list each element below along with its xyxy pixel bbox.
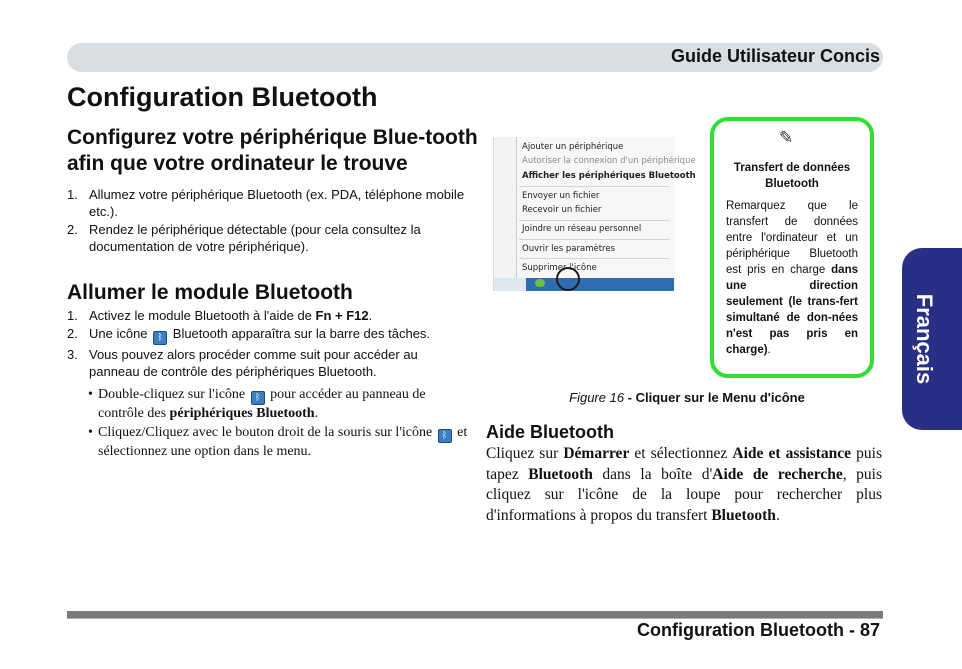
header-title: Guide Utilisateur Concis: [670, 46, 880, 66]
list-item: [88, 424, 468, 461]
bluetooth-icon: ᛒ: [251, 391, 265, 405]
aide-paragraph: [486, 444, 882, 526]
aide-text: , puis cliquez sur l'icône de la loupe pour rechercher plus d'informations à propos du transfert: [486, 465, 882, 524]
aide-text: .: [775, 506, 780, 524]
aide-emphasis: Démarrer: [563, 445, 630, 462]
aide-text: Cliquez sur: [486, 445, 564, 462]
aide-emphasis: Aide et assistance: [732, 445, 852, 462]
taskbar-tray: [494, 278, 526, 291]
section1-steps: [67, 186, 467, 256]
note-text: .: [767, 344, 771, 356]
step-number: 1.: [67, 187, 78, 202]
list-item: [88, 386, 468, 423]
note-title: Transfert de données Bluetooth: [733, 162, 851, 190]
step-text: Une icône: [89, 326, 152, 341]
section2-title: Allumer le module Bluetooth: [67, 281, 353, 304]
aide-text: dans la boîte d': [592, 465, 713, 483]
note-text: Remarquez que le transfert de données entre l'ordinateur et un périphérique Bluetooth est pris en charge: [726, 200, 858, 276]
step-number: 1.: [67, 308, 78, 323]
pencil-icon: ✎: [779, 128, 794, 148]
footer-rule: [67, 611, 883, 618]
page-title: Configuration Bluetooth: [67, 82, 378, 112]
list-item: [67, 346, 467, 380]
list-item: [67, 186, 467, 220]
list-item: [67, 325, 467, 345]
bluetooth-icon: ᛒ: [153, 331, 167, 345]
aide-text: et sélectionnez: [629, 445, 733, 462]
step-number: 3.: [67, 347, 78, 362]
bullet-text: .: [314, 406, 319, 421]
step-text: Vous pouvez alors procéder comme suit pour accéder au panneau de contrôle des périphériques Bluetooth.: [89, 347, 418, 379]
bullet: •: [88, 387, 93, 402]
bullet-emphasis: périphériques Bluetooth: [169, 406, 315, 421]
section1-title: Configurez votre périphérique Blue-tooth afin que votre ordinateur le trouve: [67, 126, 478, 175]
figure-number: Figure 16: [569, 390, 625, 405]
aide-text: puis tapez: [486, 445, 882, 483]
figure-caption-text: - Cliquer sur le Menu d'icône: [624, 390, 805, 405]
bluetooth-icon: ᛒ: [438, 429, 452, 443]
language-tab-label: [904, 262, 944, 416]
menu-item-join-network[interactable]: Joindre un réseau personnel: [522, 224, 642, 234]
note-body: [726, 198, 858, 358]
figure-screenshot: [493, 137, 696, 291]
step-text: Allumez votre périphérique Bluetooth (ex. PDA, téléphone mobile etc.).: [89, 187, 465, 219]
menu-item-show-devices[interactable]: Afficher les périphériques Bluetooth: [522, 171, 696, 181]
menu-separator: [519, 239, 669, 240]
figure-caption: [493, 390, 881, 405]
bullet-list: [88, 386, 468, 462]
context-menu: [516, 137, 696, 291]
step-text: Rendez le périphérique détectable (pour cela consultez la documentation de votre périphérique).: [89, 222, 421, 254]
footer-page-label: Configuration Bluetooth - 87: [637, 620, 880, 640]
aide-emphasis: Bluetooth: [528, 465, 593, 483]
tray-icon: [535, 279, 545, 287]
menu-item-allow-connection[interactable]: Autoriser la connexion d'un périphérique: [522, 156, 696, 166]
aide-emphasis: Bluetooth: [711, 506, 776, 524]
bullet-text: Cliquez/Cliquez avec le bouton droit de la souris sur l'icône: [98, 425, 436, 440]
bullet-text: Double-cliquez sur l'icône: [98, 387, 249, 402]
step-text: Activez le module Bluetooth à l'aide de: [89, 308, 316, 323]
menu-separator: [519, 220, 669, 221]
footer-rule-thin: [67, 618, 883, 619]
step-text: Bluetooth apparaîtra sur la barre des tâches.: [169, 326, 431, 341]
menu-item-send-file[interactable]: Envoyer un fichier: [522, 191, 600, 201]
menu-separator: [519, 258, 669, 259]
list-item: [67, 221, 467, 255]
bullet: •: [88, 425, 93, 440]
menu-separator: [519, 186, 669, 187]
bluetooth-tray-highlight: [556, 267, 580, 291]
menu-item-receive-file[interactable]: Recevoir un fichier: [522, 205, 602, 215]
step-text: .: [368, 308, 373, 323]
menu-item-remove-icon[interactable]: Supprimer l'icône: [522, 263, 597, 273]
menu-item-open-settings[interactable]: Ouvrir les paramètres: [522, 244, 615, 254]
menu-item-add-device[interactable]: Ajouter un périphérique: [522, 142, 624, 152]
step-number: 2.: [67, 222, 78, 237]
section2-steps: [67, 307, 467, 381]
bullet-text: et sélectionnez une option dans le menu.: [98, 425, 468, 459]
aide-emphasis: Aide de recherche: [712, 465, 843, 483]
list-item: [67, 307, 467, 324]
step-number: 2.: [67, 326, 78, 341]
aide-title: Aide Bluetooth: [486, 422, 614, 442]
note-emphasis: dans une direction seulement (le trans-fert simultané de don-nées n'est pas pris en charge): [726, 264, 858, 356]
note-content: [726, 160, 858, 358]
language-label: Français: [912, 293, 937, 385]
bullet-text: pour accéder au panneau de contrôle des: [98, 387, 426, 421]
shortcut-keys: Fn + F12: [315, 308, 369, 323]
